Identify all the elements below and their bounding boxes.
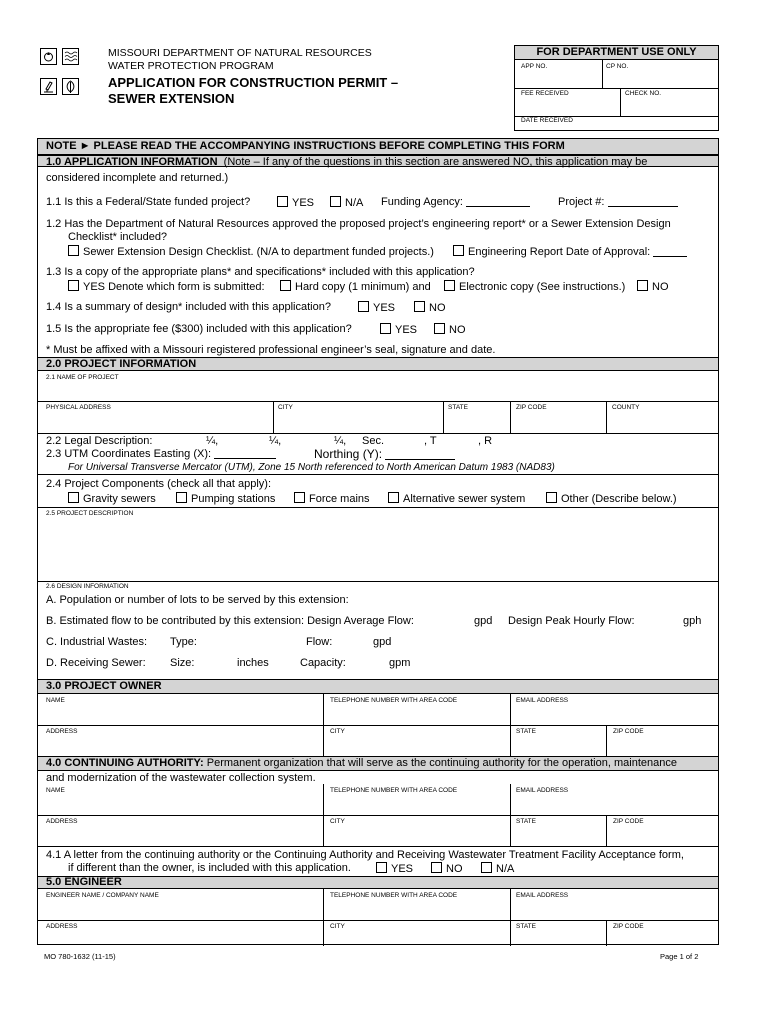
q41-na[interactable]	[481, 862, 514, 876]
q15-label: 1.5 Is the appropriate fee ($300) included with this application?	[46, 323, 352, 335]
q41-no[interactable]	[431, 862, 463, 876]
q12-checklist-label: Sewer Extension Design Checklist. (N/A to department funded projects.)	[83, 246, 434, 258]
q14-label: 1.4 Is a summary of design* included with this application?	[46, 301, 331, 313]
q11-yes-label: YES	[292, 197, 315, 209]
funding-agency-input[interactable]	[466, 206, 530, 207]
department-use-caption: FOR DEPARTMENT USE ONLY	[515, 46, 718, 60]
section-4-description-cont: and modernization of the wastewater collection system.	[46, 772, 316, 784]
design-peak-flow[interactable]: Design Peak Hourly Flow:	[508, 615, 635, 627]
other-checkbox[interactable]	[546, 492, 557, 503]
pumping-stations-label: Pumping stations	[191, 493, 276, 505]
industrial-wastes-label: C. Industrial Wastes:	[46, 636, 148, 648]
section-1-title: 1.0 APPLICATION INFORMATION	[46, 156, 218, 168]
leaf-icon	[62, 78, 79, 95]
q13-yes-label: YES Denote which form is submitted:	[83, 281, 265, 293]
engineer-zip-label[interactable]: ZIP CODE	[613, 923, 644, 930]
project-description-input[interactable]	[38, 508, 718, 581]
q15-yes[interactable]	[380, 323, 417, 337]
utm-northing[interactable]	[314, 448, 455, 461]
q41-yes-checkbox[interactable]	[376, 862, 387, 873]
q11-na-checkbox[interactable]	[330, 196, 341, 207]
authority-phone-label[interactable]: TELEPHONE NUMBER WITH AREA CODE	[330, 787, 458, 794]
engineer-city-label[interactable]: CITY	[330, 923, 345, 930]
section-4-heading	[38, 756, 718, 771]
utm-note: For Universal Transverse Mercator (UTM), Zone 15 North referenced to North American Datum 1983 (NAD83)	[68, 462, 555, 473]
receiving-sewer-size-unit: inches	[237, 657, 269, 669]
q13-yes-checkbox[interactable]	[68, 280, 79, 291]
q12-report-label: Engineering Report Date of Approval:	[468, 246, 651, 258]
legal-quarter-2[interactable]: ¼,	[269, 435, 282, 447]
alternative-sewer-checkbox[interactable]	[388, 492, 399, 503]
range-label[interactable]: , R	[478, 435, 493, 447]
q14-no-label: NO	[429, 302, 446, 314]
legal-quarter-1[interactable]: ¼,	[206, 435, 219, 447]
owner-email-label[interactable]: EMAIL ADDRESS	[516, 697, 569, 704]
utm-easting[interactable]	[46, 448, 276, 461]
component-force[interactable]	[294, 492, 370, 506]
utm-northing-input[interactable]	[385, 459, 455, 460]
q15-no-checkbox[interactable]	[434, 323, 445, 334]
component-other[interactable]	[546, 492, 677, 506]
design-information-label: 2.6 DESIGN INFORMATION	[46, 583, 129, 590]
legal-description-label: 2.2 Legal Description:	[46, 435, 153, 447]
owner-state-label[interactable]: STATE	[516, 728, 536, 735]
design-average-flow[interactable]: B. Estimated flow to be contributed by this extension: Design Average Flow:	[46, 615, 414, 627]
force-mains-label: Force mains	[309, 493, 370, 505]
owner-address-label[interactable]: ADDRESS	[46, 728, 78, 735]
cp-no-field[interactable]: CP NO.	[606, 63, 629, 70]
note-banner: NOTE ► PLEASE READ THE ACCOMPANYING INSTRUCTIONS BEFORE COMPLETING THIS FORM	[38, 139, 718, 155]
section-1-note-cont: considered incomplete and returned.)	[46, 172, 229, 184]
peak-flow-unit: gph	[683, 615, 702, 627]
q13-no[interactable]	[637, 280, 669, 294]
q41-label: 4.1 A letter from the continuing authority or the Continuing Authority and Receiving Wastewater Treatment Facility Acceptance form,	[46, 849, 684, 861]
agency-name: MISSOURI DEPARTMENT OF NATURAL RESOURCES	[108, 47, 372, 59]
pumping-stations-checkbox[interactable]	[176, 492, 187, 503]
q41-no-label: NO	[446, 863, 463, 875]
q11-label: 1.1 Is this a Federal/State funded project?	[46, 196, 251, 208]
q41-no-checkbox[interactable]	[431, 862, 442, 873]
q13-electronic-copy[interactable]	[444, 280, 625, 294]
app-no-field[interactable]: APP NO.	[521, 63, 548, 70]
component-pumping[interactable]	[176, 492, 275, 506]
project-name-input[interactable]	[38, 371, 718, 401]
section-1-heading	[38, 155, 718, 167]
zip-code-label: ZIP CODE	[516, 404, 547, 411]
engineer-state-label[interactable]: STATE	[516, 923, 536, 930]
project-number-input[interactable]	[608, 206, 678, 207]
receiving-sewer-label: D. Receiving Sewer:	[46, 657, 146, 669]
q15-no-label: NO	[449, 324, 466, 336]
q13-hard-copy-label: Hard copy (1 minimum) and	[295, 281, 431, 293]
design-population[interactable]: A. Population or number of lots to be served by this extension:	[46, 594, 349, 606]
owner-name-label[interactable]: NAME	[46, 697, 65, 704]
water-drop-icon	[40, 48, 57, 65]
project-number[interactable]	[558, 196, 678, 209]
authority-zip-label[interactable]: ZIP CODE	[613, 818, 644, 825]
receiving-sewer-size[interactable]: Size:	[170, 657, 195, 669]
owner-phone-label[interactable]: TELEPHONE NUMBER WITH AREA CODE	[330, 697, 458, 704]
q13-hard-copy[interactable]	[280, 280, 431, 294]
program-name: WATER PROTECTION PROGRAM	[108, 60, 274, 72]
q13-yes[interactable]	[68, 280, 265, 294]
q15-yes-checkbox[interactable]	[380, 323, 391, 334]
check-no-field[interactable]: CHECK NO.	[625, 90, 662, 97]
form-title-line1: APPLICATION FOR CONSTRUCTION PERMIT –	[108, 75, 399, 90]
alternative-sewer-label: Alternative sewer system	[403, 493, 526, 505]
engineer-email-label[interactable]: EMAIL ADDRESS	[516, 892, 569, 899]
q11-yes[interactable]	[277, 196, 314, 210]
authority-email-label[interactable]: EMAIL ADDRESS	[516, 787, 569, 794]
q14-yes[interactable]	[358, 301, 395, 315]
project-description-label: 2.5 PROJECT DESCRIPTION	[46, 510, 134, 517]
q13-no-checkbox[interactable]	[637, 280, 648, 291]
q11-yes-checkbox[interactable]	[277, 196, 288, 207]
form-title-line2: SEWER EXTENSION	[108, 91, 235, 106]
project-number-label: Project #:	[558, 196, 605, 208]
water-waves-icon	[62, 48, 79, 65]
state-label: STATE	[448, 404, 468, 411]
funding-agency[interactable]	[381, 196, 530, 209]
q12-checklist-option[interactable]	[68, 245, 434, 259]
section-2-heading: 2.0 PROJECT INFORMATION	[38, 357, 718, 371]
authority-name-label[interactable]: NAME	[46, 787, 65, 794]
county-label: COUNTY	[612, 404, 640, 411]
average-flow-unit: gpd	[474, 615, 493, 627]
physical-address-label: PHYSICAL ADDRESS	[46, 404, 111, 411]
township-label[interactable]: , T	[424, 435, 437, 447]
other-label: Other (Describe below.)	[561, 493, 677, 505]
gravity-sewers-checkbox[interactable]	[68, 492, 79, 503]
q41-na-label: N/A	[496, 863, 515, 875]
q12-label-cont: Checklist* included?	[68, 231, 168, 243]
authority-state-label[interactable]: STATE	[516, 818, 536, 825]
q14-no-checkbox[interactable]	[414, 301, 425, 312]
q41-yes-label: YES	[391, 863, 414, 875]
capacity-unit: gpm	[389, 657, 411, 669]
utm-northing-label: Northing (Y):	[314, 447, 383, 461]
q13-label: 1.3 Is a copy of the appropriate plans* and specifications* included with this application?	[46, 266, 475, 278]
section-5-heading: 5.0 ENGINEER	[38, 876, 718, 889]
q41-yes[interactable]	[376, 862, 413, 876]
q14-yes-label: YES	[373, 302, 396, 314]
q15-no[interactable]	[434, 323, 466, 337]
section-3-heading: 3.0 PROJECT OWNER	[38, 679, 718, 694]
department-use-box	[514, 45, 719, 131]
q14-yes-checkbox[interactable]	[358, 301, 369, 312]
q12-label: 1.2 Has the Department of Natural Resources approved the proposed project’s engineering report* or a Sewer Extension Design	[46, 218, 671, 230]
q12-report-checkbox[interactable]	[453, 245, 464, 256]
industrial-type[interactable]: Type:	[170, 636, 197, 648]
section-4-title: 4.0 CONTINUING AUTHORITY:	[46, 757, 204, 769]
report-approval-date-input[interactable]	[653, 256, 687, 257]
section-label[interactable]: Sec.	[362, 435, 385, 447]
q12-checklist-checkbox[interactable]	[68, 245, 79, 256]
component-gravity[interactable]	[68, 492, 156, 506]
city-label: CITY	[278, 404, 293, 411]
section-4-description: Permanent organization that will serve as the continuing authority for the operation, maintenance	[206, 757, 677, 769]
form-number: MO 780-1632 (11-15)	[44, 952, 116, 961]
engineer-seal-footnote: * Must be affixed with a Missouri registered professional engineer’s seal, signature and date.	[46, 344, 496, 356]
q41-na-checkbox[interactable]	[481, 862, 492, 873]
microscope-icon	[40, 78, 57, 95]
force-mains-checkbox[interactable]	[294, 492, 305, 503]
funding-agency-label: Funding Agency:	[381, 196, 463, 208]
authority-address-label[interactable]: ADDRESS	[46, 818, 78, 825]
engineer-phone-label[interactable]: TELEPHONE NUMBER WITH AREA CODE	[330, 892, 458, 899]
page-number: Page 1 of 2	[660, 952, 699, 961]
q13-electronic-label: Electronic copy (See instructions.)	[459, 281, 626, 293]
component-alternative[interactable]	[388, 492, 525, 506]
receiving-sewer-capacity[interactable]: Capacity:	[300, 657, 346, 669]
q15-yes-label: YES	[395, 324, 418, 336]
date-received-field[interactable]: DATE RECEIVED	[521, 117, 573, 124]
engineer-address-label[interactable]: ADDRESS	[46, 923, 78, 930]
utm-easting-label: 2.3 UTM Coordinates Easting (X):	[46, 448, 212, 460]
q13-hard-copy-checkbox[interactable]	[280, 280, 291, 291]
section-1-note: (Note – If any of the questions in this section are answered NO, this application may be	[223, 156, 648, 168]
q13-no-label: NO	[652, 281, 669, 293]
q12-report-option[interactable]	[453, 245, 687, 259]
engineer-name-label[interactable]: ENGINEER NAME / COMPANY NAME	[46, 892, 159, 899]
gravity-sewers-label: Gravity sewers	[83, 493, 156, 505]
q41-label-cont: if different than the owner, is included with this application.	[68, 862, 351, 874]
utm-easting-input[interactable]	[214, 458, 276, 459]
industrial-flow-unit: gpd	[373, 636, 392, 648]
project-components-label: 2.4 Project Components (check all that apply):	[46, 478, 272, 490]
owner-zip-label[interactable]: ZIP CODE	[613, 728, 644, 735]
q11-na-label: N/A	[345, 197, 364, 209]
application-form	[37, 138, 719, 945]
owner-city-label[interactable]: CITY	[330, 728, 345, 735]
q14-no[interactable]	[414, 301, 446, 315]
fee-received-field[interactable]: FEE RECEIVED	[521, 90, 569, 97]
q11-na[interactable]	[330, 196, 363, 210]
industrial-flow[interactable]: Flow:	[306, 636, 333, 648]
project-name-label: 2.1 NAME OF PROJECT	[46, 374, 119, 381]
q13-electronic-checkbox[interactable]	[444, 280, 455, 291]
legal-quarter-3[interactable]: ¼,	[334, 435, 347, 447]
authority-city-label[interactable]: CITY	[330, 818, 345, 825]
